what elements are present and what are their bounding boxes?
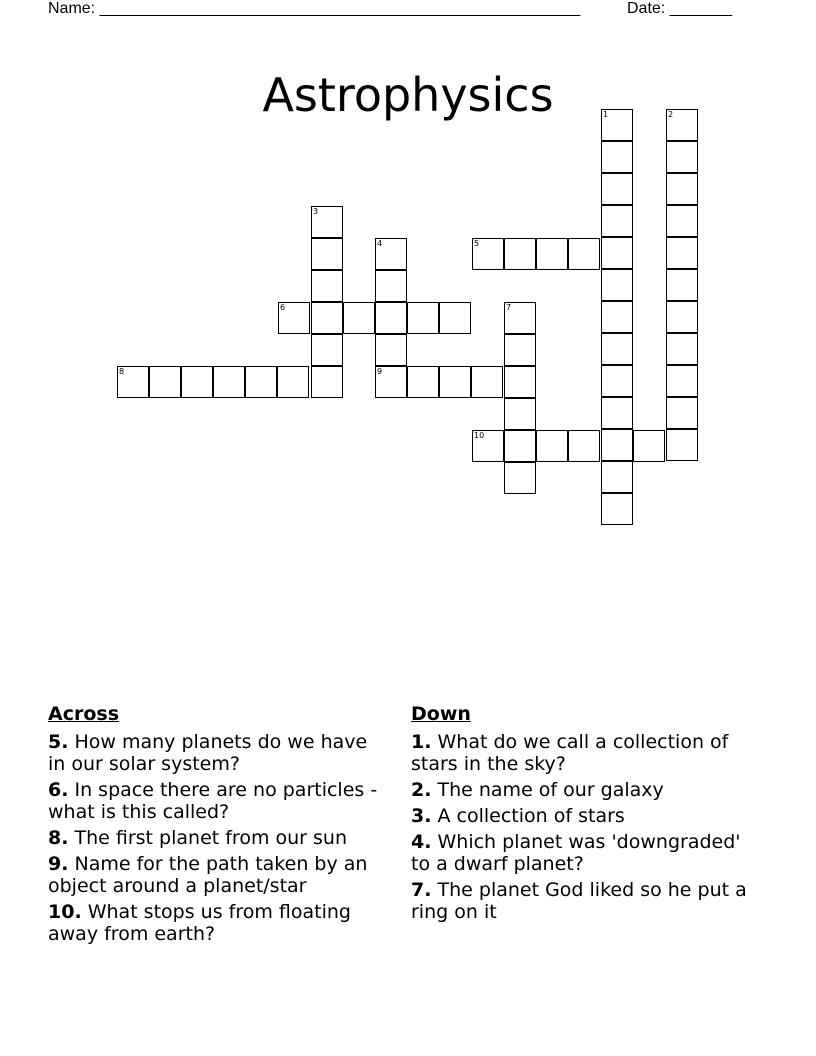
grid-cell[interactable] (311, 206, 343, 238)
grid-cell[interactable] (278, 302, 310, 334)
across-clue (48, 901, 388, 945)
grid-cell[interactable] (666, 109, 698, 141)
grid-cell[interactable] (666, 205, 698, 237)
across-clues (48, 703, 388, 949)
grid-cell[interactable] (601, 269, 633, 301)
clue-number-label: 3 (313, 207, 319, 216)
across-heading: Across (48, 703, 120, 725)
grid-cell[interactable] (375, 334, 407, 366)
grid-cell[interactable] (666, 269, 698, 301)
grid-cell[interactable] (504, 366, 536, 398)
grid-cell[interactable] (472, 238, 504, 270)
grid-cell[interactable] (245, 366, 277, 398)
grid-cell[interactable] (601, 493, 633, 525)
grid-cell[interactable] (504, 334, 536, 366)
clue-number: 6. (48, 779, 69, 801)
grid-cell[interactable] (601, 461, 633, 493)
grid-cell[interactable] (666, 173, 698, 205)
clue-text: The name of our galaxy (437, 779, 664, 801)
grid-cell[interactable] (601, 301, 633, 333)
grid-cell[interactable] (666, 301, 698, 333)
down-clue (411, 879, 751, 923)
grid-cell[interactable] (504, 430, 536, 462)
grid-cell[interactable] (601, 205, 633, 237)
grid-cell[interactable] (311, 270, 343, 302)
grid-cell[interactable] (181, 366, 213, 398)
down-heading: Down (411, 703, 471, 725)
grid-cell[interactable] (471, 366, 503, 398)
clue-number: 9. (48, 853, 69, 875)
clue-number-label: 9 (377, 367, 383, 376)
grid-cell[interactable] (504, 462, 536, 494)
grid-cell[interactable] (666, 397, 698, 429)
clue-number: 7. (411, 879, 432, 901)
clue-number-label: 10 (474, 431, 485, 440)
grid-cell[interactable] (149, 366, 181, 398)
grid-cell[interactable] (311, 334, 343, 366)
clue-number-label: 5 (474, 239, 480, 248)
puzzle-title: Astrophysics (262, 67, 554, 122)
across-clue (48, 731, 388, 775)
name-field-line[interactable]: Name: ______________________________________________________ (48, 0, 581, 17)
grid-cell[interactable] (666, 141, 698, 173)
grid-cell[interactable] (601, 141, 633, 173)
clue-text: How many planets do we have in our solar system? (48, 731, 368, 775)
grid-cell[interactable] (375, 302, 407, 334)
grid-cell[interactable] (439, 366, 471, 398)
grid-cell[interactable] (375, 270, 407, 302)
grid-cell[interactable] (504, 238, 536, 270)
across-clue (48, 827, 388, 849)
grid-cell[interactable] (601, 333, 633, 365)
grid-cell[interactable] (601, 397, 633, 429)
grid-cell[interactable] (472, 430, 504, 462)
across-clue (48, 779, 388, 823)
clue-number: 3. (411, 805, 432, 827)
grid-cell[interactable] (568, 238, 600, 270)
grid-cell[interactable] (601, 237, 633, 269)
grid-cell[interactable] (117, 366, 149, 398)
grid-cell[interactable] (504, 398, 536, 430)
clue-number: 4. (411, 831, 432, 853)
grid-cell[interactable] (407, 302, 439, 334)
down-clue (411, 805, 751, 827)
clue-number-label: 6 (280, 303, 286, 312)
grid-cell[interactable] (375, 366, 407, 398)
date-field-line[interactable]: Date: _______ (627, 0, 732, 17)
grid-cell[interactable] (601, 173, 633, 205)
clue-text: What stops us from floating away from earth? (48, 901, 351, 945)
grid-cell[interactable] (568, 430, 600, 462)
clue-text: The planet God liked so he put a ring on it (411, 879, 747, 923)
down-clues (411, 703, 751, 927)
clue-text: Which planet was 'downgraded' to a dwarf planet? (411, 831, 741, 875)
grid-cell[interactable] (536, 238, 568, 270)
grid-cell[interactable] (666, 333, 698, 365)
grid-cell[interactable] (601, 365, 633, 397)
down-clue (411, 831, 751, 875)
clue-number-label: 2 (668, 110, 674, 119)
grid-cell[interactable] (311, 366, 343, 398)
grid-cell[interactable] (407, 366, 439, 398)
clue-number: 2. (411, 779, 432, 801)
clue-number: 10. (48, 901, 82, 923)
grid-cell[interactable] (213, 366, 245, 398)
down-clue (411, 731, 751, 775)
grid-cell[interactable] (343, 302, 375, 334)
grid-cell[interactable] (666, 429, 698, 461)
grid-cell[interactable] (311, 238, 343, 270)
grid-cell[interactable] (536, 430, 568, 462)
clue-number: 1. (411, 731, 432, 753)
clue-number-label: 7 (506, 303, 512, 312)
grid-cell[interactable] (375, 238, 407, 270)
clue-number: 8. (48, 827, 69, 849)
clue-number-label: 8 (119, 367, 125, 376)
clue-text: A collection of stars (437, 805, 625, 827)
clue-text: In space there are no particles - what is this called? (48, 779, 378, 823)
clue-text: Name for the path taken by an object around a planet/star (48, 853, 368, 897)
grid-cell[interactable] (666, 365, 698, 397)
clue-text: What do we call a collection of stars in the sky? (411, 731, 729, 775)
clue-number: 5. (48, 731, 69, 753)
clue-number-label: 1 (603, 110, 609, 119)
grid-cell[interactable] (633, 430, 665, 462)
clue-text: The first planet from our sun (74, 827, 348, 849)
clue-number-label: 4 (377, 239, 383, 248)
grid-cell[interactable] (311, 302, 343, 334)
grid-cell[interactable] (277, 366, 309, 398)
grid-cell[interactable] (439, 302, 471, 334)
grid-cell[interactable] (666, 237, 698, 269)
across-clue (48, 853, 388, 897)
grid-cell[interactable] (601, 109, 633, 141)
grid-cell[interactable] (601, 429, 633, 461)
down-clue (411, 779, 751, 801)
grid-cell[interactable] (504, 302, 536, 334)
